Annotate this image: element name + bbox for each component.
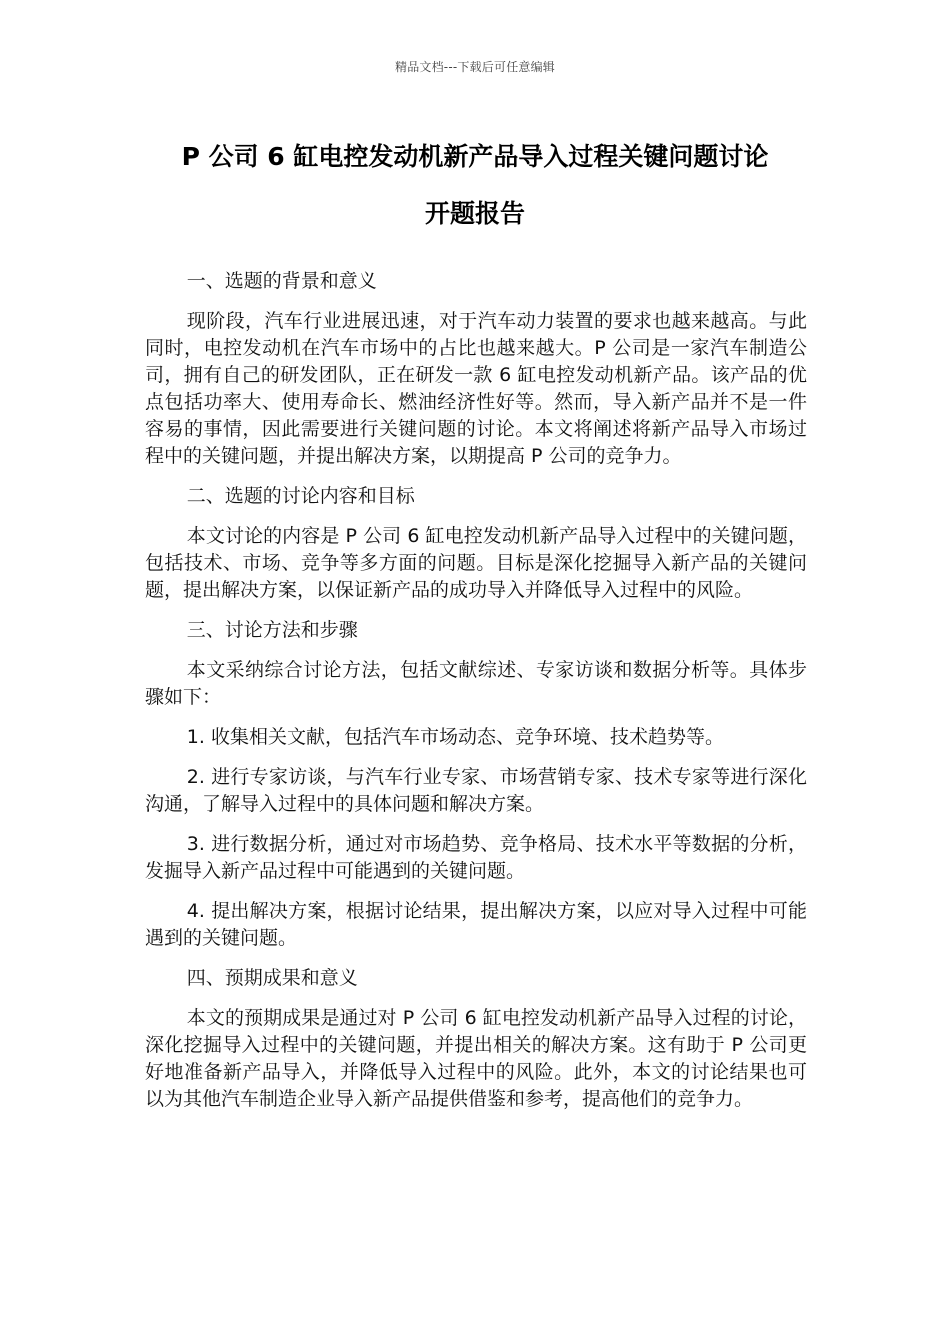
method-step-4: 4. 提出解决方案，根据讨论结果，提出解决方案，以应对导入过程中可能遇到的关键问题。 — [145, 900, 807, 949]
paragraph-background: 现阶段，汽车行业进展迅速，对于汽车动力装置的要求也越来越高。与此同时，电控发动机在汽车市场中的占比也越来越大。P 公司是一家汽车制造公司，拥有自己的研发团队，正在研发一款 6 缸电控发动机新产品。该产品的优点包括功率大、使用寿命长、燃油经济性好等。然而，导入新产品并不是一件容易的事情，因此需要进行关键问题的讨论。本文将阐述将新产品导入市场过程中的关键问题，并提出解决方案，以期提高 P 公司的竞争力。 — [145, 310, 807, 467]
section-heading-methods: 三、讨论方法和步骤 — [186, 619, 358, 641]
paragraph-methods: 本文采纳综合讨论方法，包括文献综述、专家访谈和数据分析等。具体步骤如下： — [145, 659, 807, 708]
section-heading-background: 一、选题的背景和意义 — [186, 270, 377, 292]
method-step-2: 2. 进行专家访谈，与汽车行业专家、市场营销专家、技术专家等进行深化沟通，了解导入过程中的具体问题和解决方案。 — [145, 766, 807, 815]
section-heading-content-goals: 二、选题的讨论内容和目标 — [186, 485, 415, 507]
section-heading-expected-results: 四、预期成果和意义 — [186, 967, 358, 989]
document-title-line-2: 开题报告 — [424, 199, 525, 228]
paragraph-content-goals: 本文讨论的内容是 P 公司 6 缸电控发动机新产品导入过程中的关键问题，包括技术、市场、竞争等多方面的问题。目标是深化挖掘导入新产品的关键问题，提出解决方案，以保证新产品的成功导入并降低导入过程中的风险。 — [145, 525, 807, 601]
method-step-3: 3. 进行数据分析，通过对市场趋势、竞争格局、技术水平等数据的分析，发掘导入新产品过程中可能遇到的关键问题。 — [145, 833, 807, 882]
header-note: 精品文档---下载后可任意编辑 — [395, 60, 555, 74]
method-step-1: 1. 收集相关文献，包括汽车市场动态、竞争环境、技术趋势等。 — [186, 726, 724, 748]
paragraph-expected-results: 本文的预期成果是通过对 P 公司 6 缸电控发动机新产品导入过程的讨论，深化挖掘导入过程中的关键问题，并提出相关的解决方案。这有助于 P 公司更好地准备新产品导入，并降低导入过程中的风险。此外，本文的讨论结果也可以为其他汽车制造企业导入新产品提供借鉴和参考，提高他们的竞争力。 — [145, 1007, 807, 1110]
document-body — [145, 268, 807, 1126]
document-title-line-1: P 公司 6 缸电控发动机新产品导入过程关键问题讨论 — [181, 142, 769, 171]
